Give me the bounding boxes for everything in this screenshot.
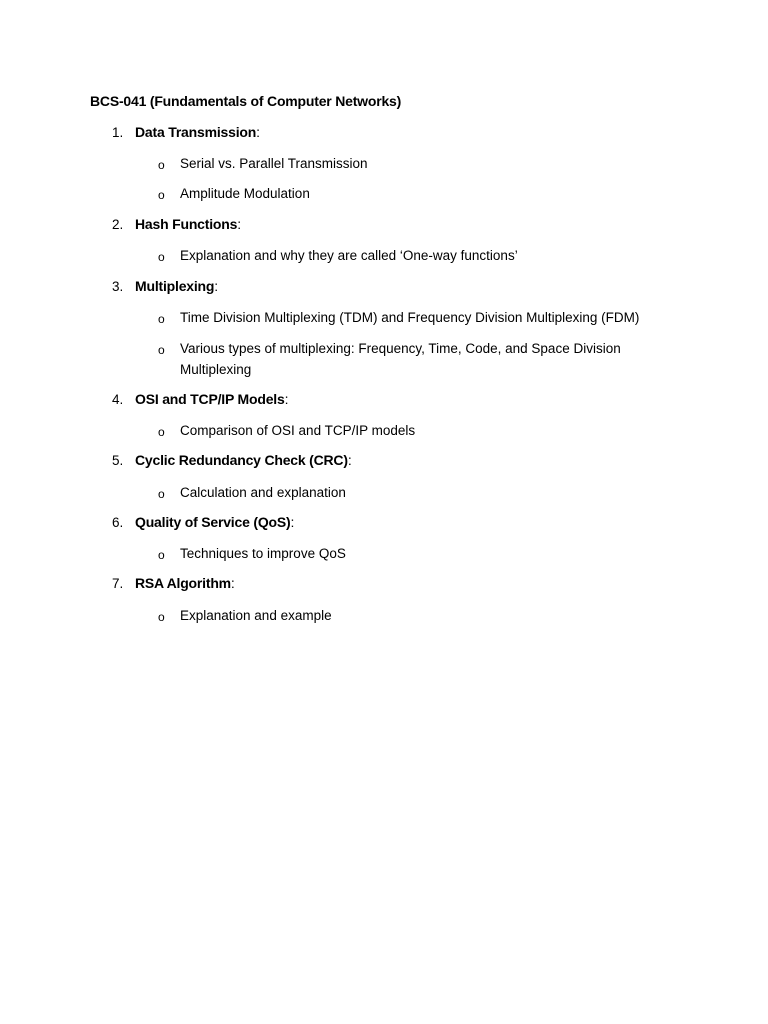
topic-title-text: Hash Functions: [135, 216, 238, 232]
topic-number: 5.: [112, 453, 124, 468]
topic-title: [135, 124, 260, 140]
topic-title-suffix: :: [290, 514, 295, 530]
topic-title-suffix: :: [284, 391, 289, 407]
topic-title-suffix: :: [256, 124, 260, 140]
topic-title-text: Cyclic Redundancy Check (CRC): [135, 452, 348, 468]
topic-title: [135, 216, 241, 232]
bullet-icon: o: [158, 487, 165, 501]
topic-number: 6.: [112, 515, 124, 530]
bullet-icon: o: [158, 250, 165, 264]
topic-title: [135, 391, 288, 407]
topic-title-text: Multiplexing: [135, 278, 215, 294]
subitem-text: Time Division Multiplexing (TDM) and Frequency Division Multiplexing (FDM): [180, 310, 640, 325]
topic-title-suffix: :: [230, 575, 235, 591]
topic-title-suffix: :: [237, 216, 241, 232]
subitem-text: Amplitude Modulation: [180, 186, 310, 201]
topic-title-suffix: :: [347, 452, 352, 468]
topic-title-text: Data Transmission: [135, 124, 257, 140]
topic-number: 7.: [112, 576, 124, 591]
subitem-text: Calculation and explanation: [180, 485, 346, 500]
topic-title-text: OSI and TCP/IP Models: [135, 391, 285, 407]
topic-title: [135, 278, 218, 294]
bullet-icon: o: [158, 548, 165, 562]
subitem-text: Various types of multiplexing: Frequency, Time, Code, and Space Division Multiplexing: [180, 341, 621, 377]
bullet-icon: o: [158, 425, 165, 439]
document-title: BCS-041 (Fundamentals of Computer Networks): [90, 93, 402, 109]
topic-title-text: RSA Algorithm: [135, 575, 231, 591]
topic-number: 1.: [112, 125, 124, 140]
bullet-icon: o: [158, 610, 165, 624]
topic-number: 2.: [112, 217, 124, 232]
bullet-icon: o: [158, 188, 165, 202]
subitem-text: Comparison of OSI and TCP/IP models: [180, 423, 416, 438]
topic-title-text: Quality of Service (QoS): [135, 514, 291, 530]
topic-title-suffix: :: [214, 278, 218, 294]
bullet-icon: o: [158, 158, 165, 172]
bullet-icon: o: [158, 312, 165, 326]
subitem-text: Techniques to improve QoS: [180, 546, 346, 561]
topic-number: 3.: [112, 279, 124, 294]
topic-number: 4.: [112, 392, 124, 407]
topic-title: [135, 575, 235, 591]
topic-title: [135, 514, 294, 530]
subitem-text: Serial vs. Parallel Transmission: [180, 156, 368, 171]
topic-title: [135, 452, 352, 468]
subitem-text: Explanation and why they are called ‘One-way functions’: [180, 248, 518, 263]
subitem-text: Explanation and example: [180, 608, 332, 623]
bullet-icon: o: [158, 343, 165, 357]
